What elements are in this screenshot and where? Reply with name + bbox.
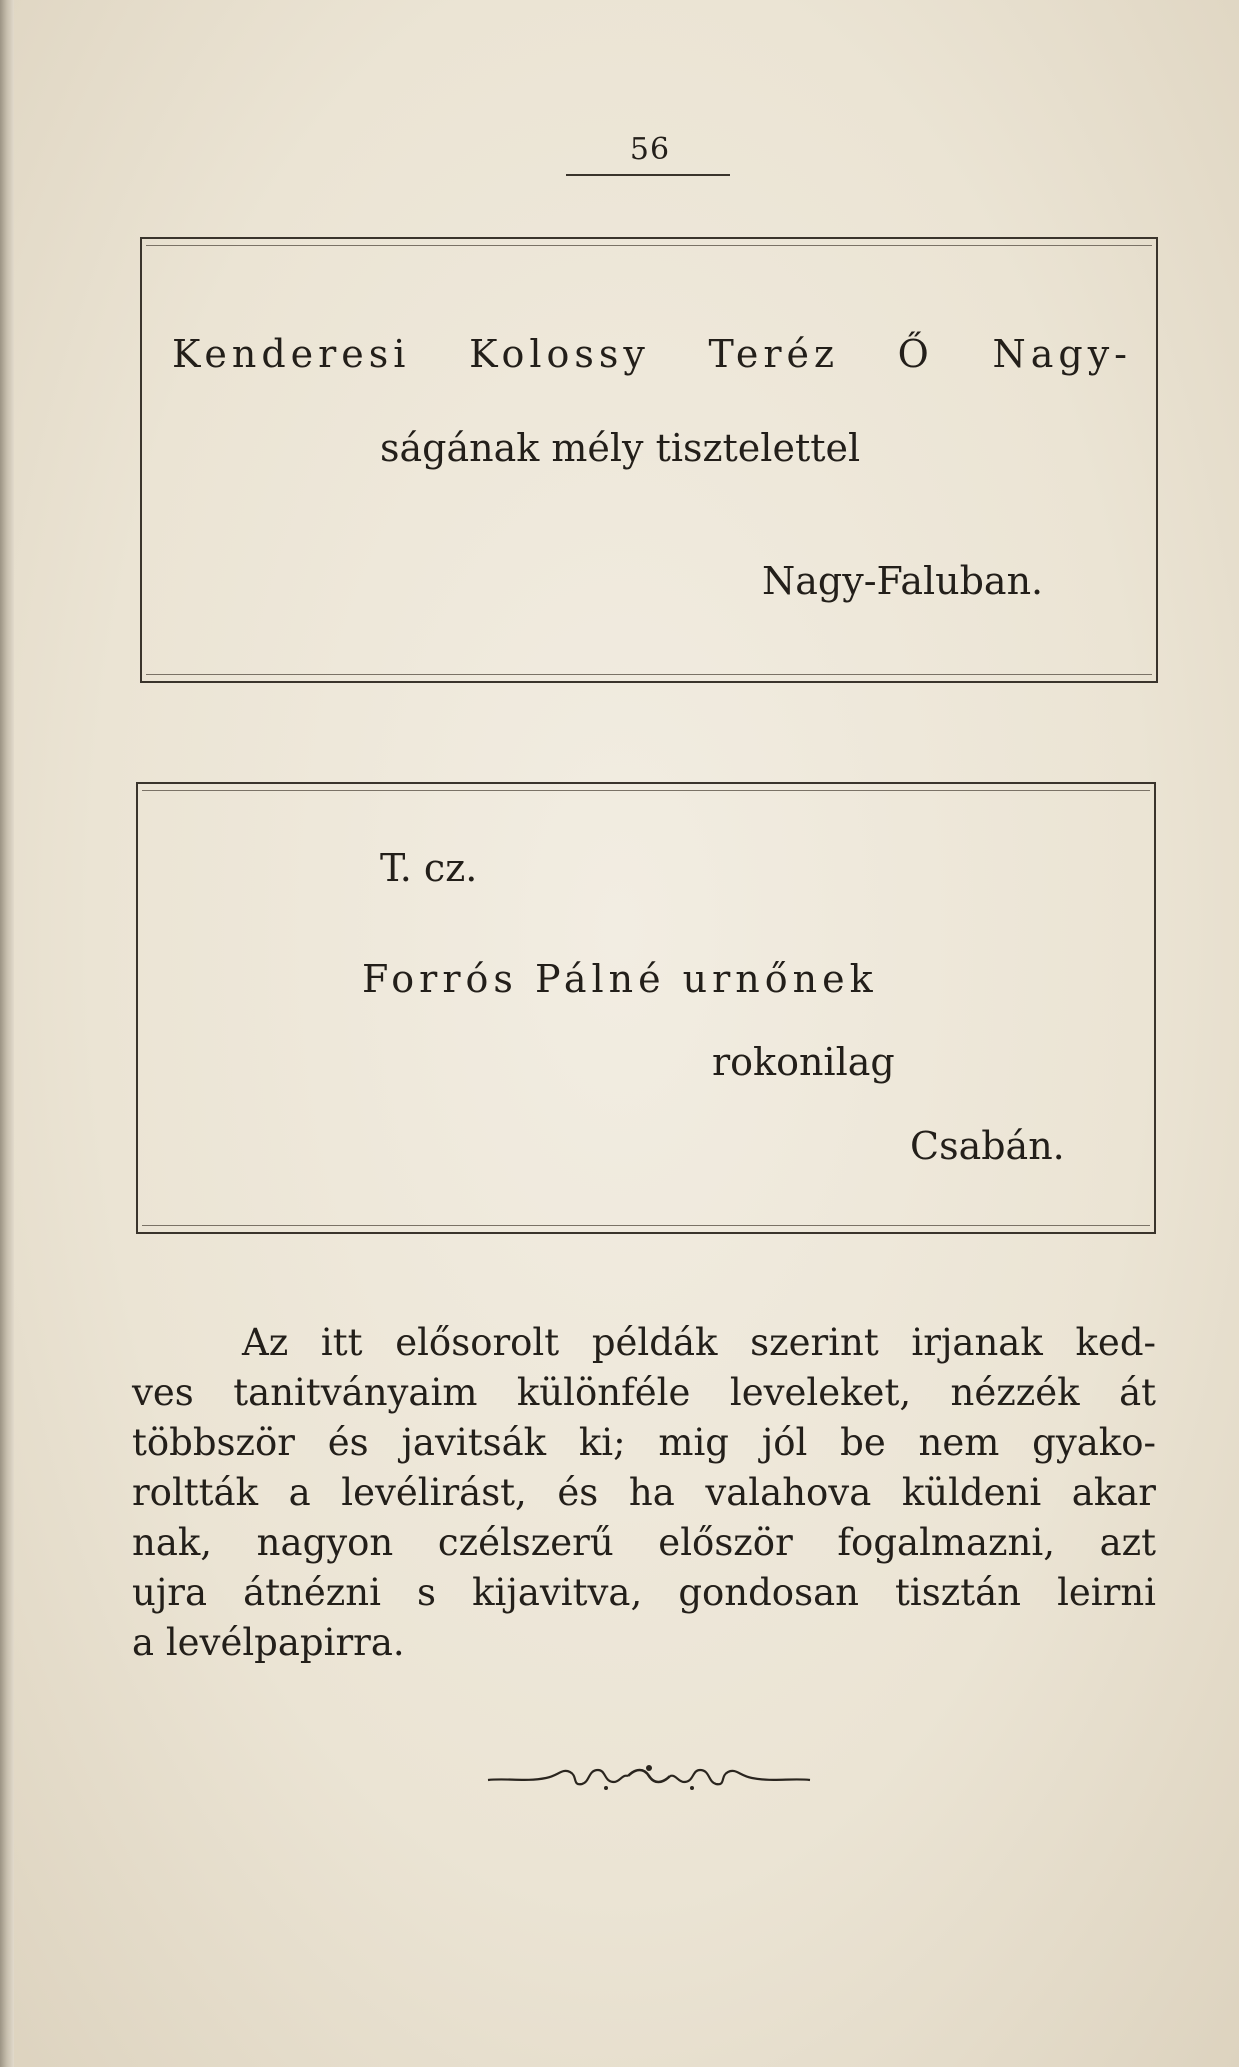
letter-2-salutation: T. cz. — [380, 846, 478, 890]
letter-2-relation: rokonilag — [712, 1040, 895, 1084]
paragraph-line: nak, nagyon czélszerű először fogalmazni, azt — [132, 1521, 1156, 1564]
paragraph-line: Az itt elősorolt példák szerint irjanak ked- — [242, 1321, 1156, 1364]
frame-inner-rule — [142, 1225, 1150, 1226]
paragraph-line: roltták a levélirást, és ha valahova küldeni akar — [132, 1471, 1156, 1514]
page-number-rule — [566, 174, 730, 176]
frame-inner-rule — [146, 674, 1152, 675]
letter-1-address-line-2: ságának mély tisztelettel — [380, 426, 861, 470]
paragraph-line: a levélpapirra. — [132, 1621, 405, 1664]
paragraph-line: többször és javitsák ki; mig jól be nem gyako- — [132, 1421, 1156, 1464]
letter-2-place: Csabán. — [910, 1124, 1065, 1168]
frame-inner-rule — [146, 245, 1152, 246]
letter-2-recipient-line: Forrós Pálné urnőnek — [362, 957, 878, 1001]
letter-1-place: Nagy-Faluban. — [762, 559, 1044, 603]
frame-inner-rule — [142, 790, 1150, 791]
page-binding-edge — [0, 0, 14, 2067]
paragraph-line: ves tanitványaim különféle leveleket, nézzék át — [132, 1371, 1156, 1414]
letter-1-address-line-1: Kenderesi Kolossy Teréz Ő Nagy- — [172, 332, 1132, 376]
instruction-paragraph — [132, 1318, 1156, 1668]
page-number: 56 — [629, 132, 671, 167]
ornament-flourish-icon — [486, 1758, 812, 1798]
paragraph-line: ujra átnézni s kijavitva, gondosan tisztán leirni — [132, 1571, 1156, 1614]
